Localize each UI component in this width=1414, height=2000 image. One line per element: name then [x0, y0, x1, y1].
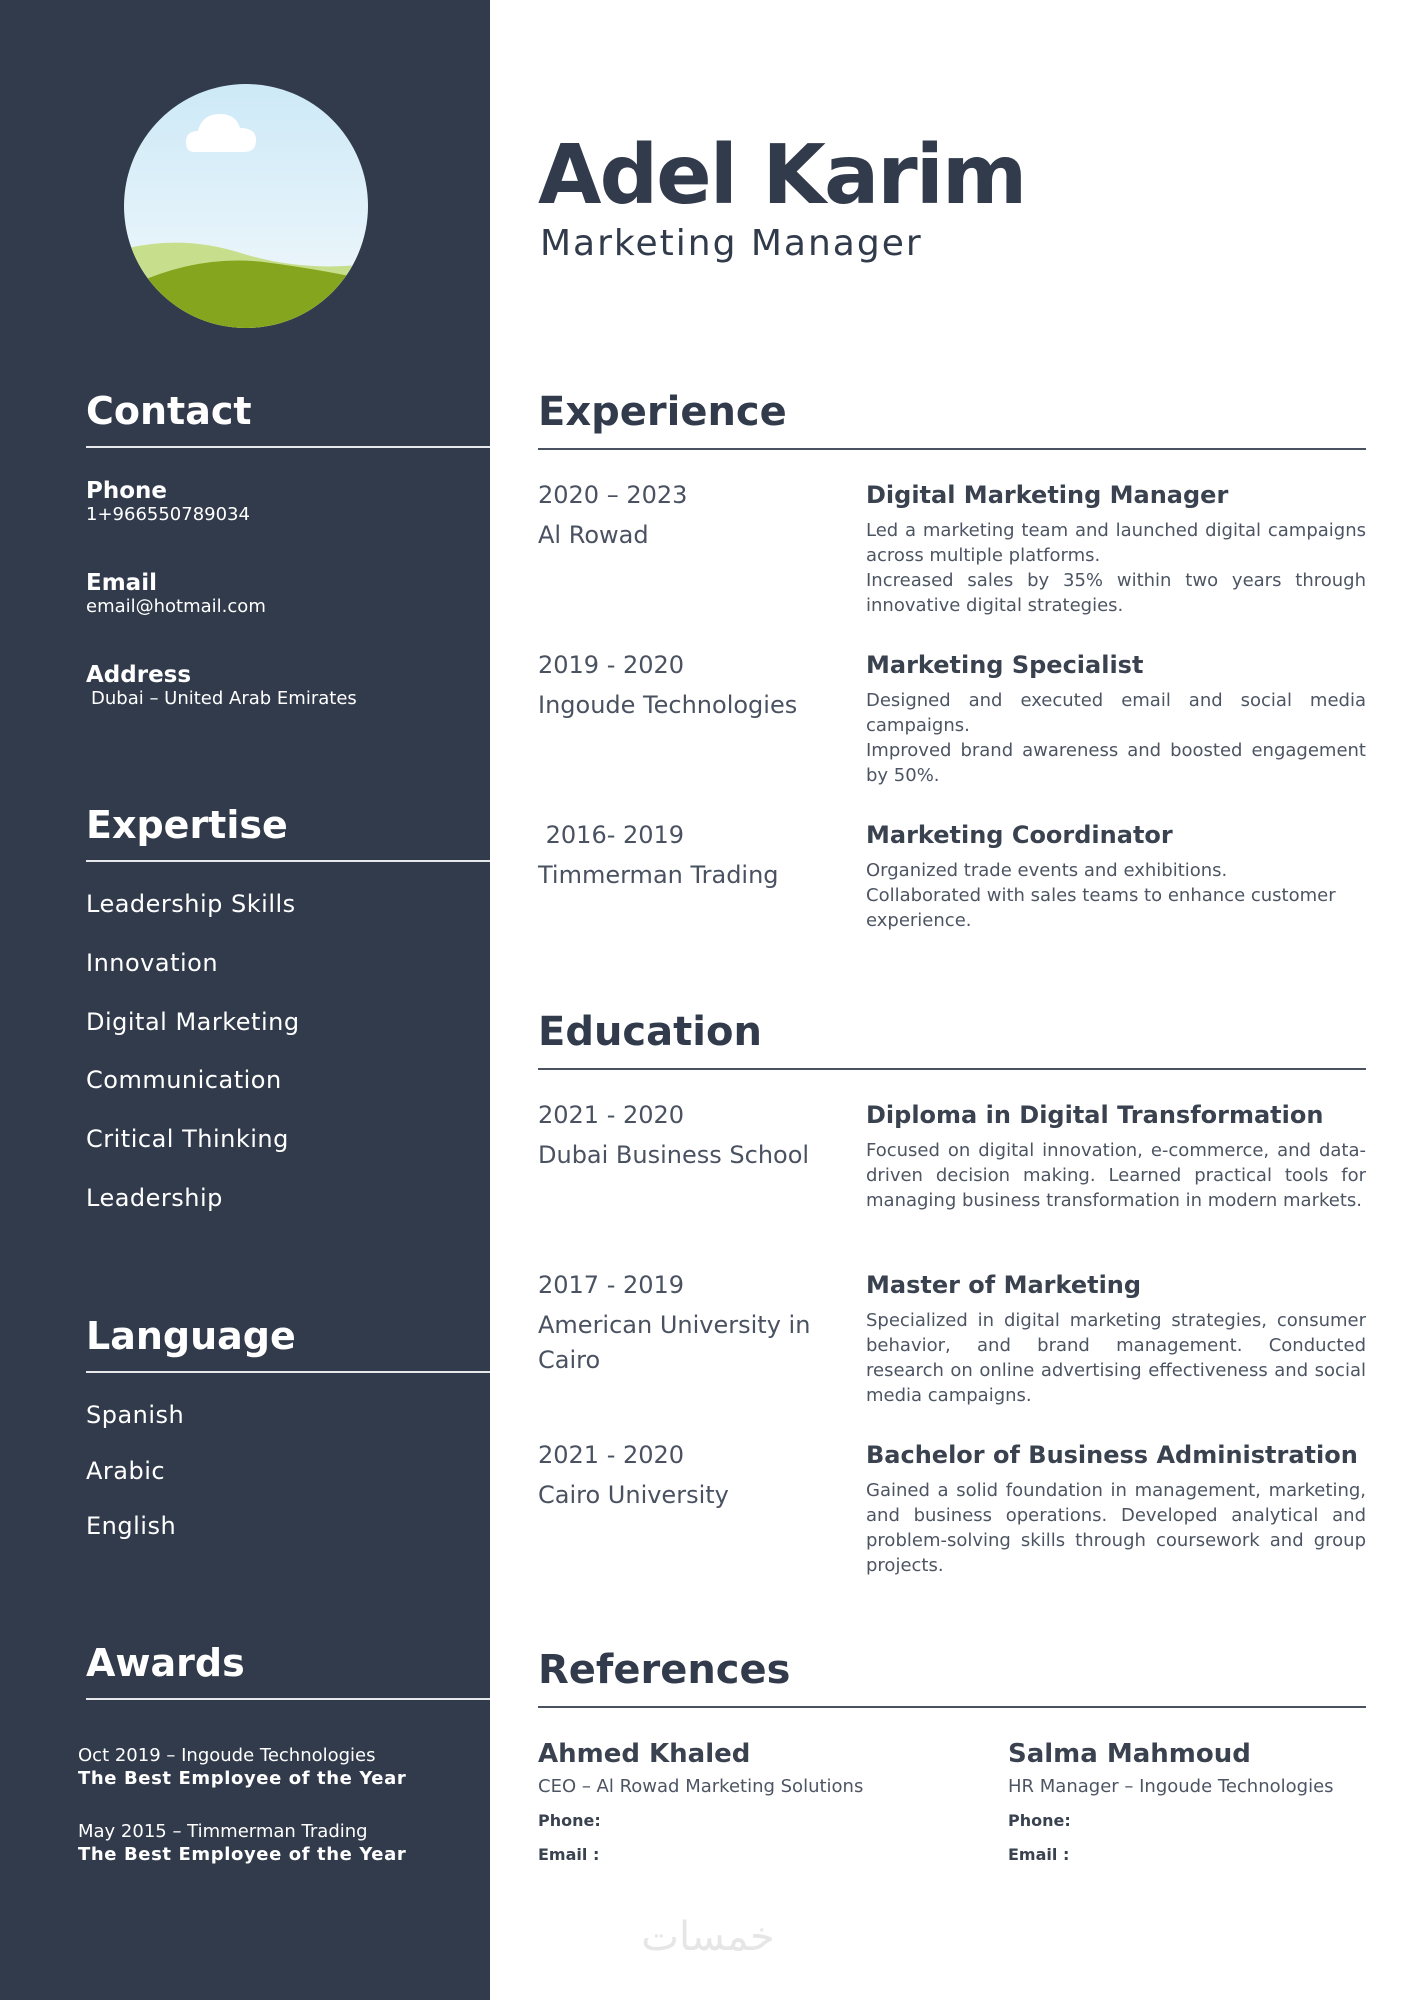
entry-dates: 2017 - 2019 — [538, 1271, 685, 1299]
references-section — [538, 1646, 1366, 1878]
entry-role: Master of Marketing — [866, 1271, 1142, 1299]
phone-label: Phone — [86, 478, 168, 504]
profile-photo — [124, 84, 368, 328]
language-heading: Language — [86, 1313, 490, 1373]
address-label: Address — [86, 662, 192, 688]
entry-dates: 2021 - 2020 — [538, 1441, 685, 1469]
entry-dates: 2016- 2019 — [538, 821, 685, 849]
email-value: email@hotmail.com — [86, 596, 266, 617]
description-line: Improved brand awareness and boosted engagement by 50%. — [866, 740, 1366, 786]
description-line: Designed and executed email and social media campaigns. — [866, 690, 1366, 736]
list-item: Spanish — [86, 1401, 185, 1429]
description-line: Increased sales by 35% within two years through innovative digital strategies. — [866, 570, 1366, 616]
education-entry — [538, 1100, 1366, 1270]
reference-email-label: Email : — [1008, 1845, 1070, 1864]
expertise-section — [86, 802, 490, 1214]
sidebar — [0, 0, 490, 2000]
entry-role: Marketing Coordinator — [866, 821, 1173, 849]
reference-phone-label: Phone: — [538, 1811, 601, 1830]
entry-organization: Cairo University — [538, 1481, 729, 1509]
list-item: Innovation — [86, 949, 219, 977]
reference-role: HR Manager – Ingoude Technologies — [1008, 1776, 1334, 1797]
entry-description: Focused on digital innovation, e-commerce, and data-driven decision making. Learned practical tools for managing business transformation in modern markets. — [866, 1140, 1366, 1211]
entry-role: Bachelor of Business Administration — [866, 1441, 1358, 1469]
experience-entry — [538, 650, 1366, 820]
watermark-logo: خمسات — [641, 1914, 775, 1960]
reference-name: Ahmed Khaled — [538, 1739, 751, 1769]
contact-section — [86, 388, 490, 710]
award-title: The Best Employee of the Year — [78, 1844, 407, 1865]
experience-section — [538, 388, 1366, 990]
landscape-placeholder-icon — [124, 84, 368, 328]
job-title: Marketing Manager — [540, 223, 923, 264]
entry-role: Digital Marketing Manager — [866, 481, 1229, 509]
entry-role: Marketing Specialist — [866, 651, 1144, 679]
award-item — [78, 1820, 478, 1866]
award-line: Oct 2019 – Ingoude Technologies — [78, 1745, 376, 1766]
description-line: Organized trade events and exhibitions. — [866, 860, 1228, 881]
list-item: Communication — [86, 1066, 282, 1094]
language-section — [86, 1313, 490, 1542]
reference-name: Salma Mahmoud — [1008, 1739, 1251, 1769]
education-entry — [538, 1270, 1366, 1440]
entry-description — [866, 858, 1366, 933]
entry-organization: Ingoude Technologies — [538, 691, 798, 719]
experience-entry — [538, 480, 1366, 650]
reference-phone-label: Phone: — [1008, 1811, 1071, 1830]
entry-description — [866, 688, 1366, 788]
address-value: Dubai – United Arab Emirates — [91, 688, 357, 709]
list-item: Critical Thinking — [86, 1125, 289, 1153]
education-entry — [538, 1440, 1366, 1610]
entry-organization: Al Rowad — [538, 521, 649, 549]
contact-email — [86, 570, 490, 618]
expertise-list — [86, 890, 490, 1214]
contact-heading: Contact — [86, 388, 490, 448]
phone-value: 1+966550789034 — [86, 504, 250, 525]
entry-organization: Dubai Business School — [538, 1141, 810, 1169]
contact-phone — [86, 478, 490, 526]
reference-email-label: Email : — [538, 1845, 600, 1864]
entry-description — [866, 518, 1366, 618]
experience-heading: Experience — [538, 388, 1366, 450]
entry-dates: 2021 - 2020 — [538, 1101, 685, 1129]
awards-heading: Awards — [86, 1640, 490, 1700]
contact-address — [86, 662, 490, 710]
awards-section — [86, 1640, 490, 1700]
description-line: Led a marketing team and launched digital campaigns across multiple platforms. — [866, 520, 1366, 566]
experience-entry — [538, 820, 1366, 990]
description-line: Collaborated with sales teams to enhance customer experience. — [866, 885, 1336, 931]
entry-organization: American University in Cairo — [538, 1311, 811, 1374]
references-heading: References — [538, 1646, 1366, 1708]
reference-card — [1008, 1738, 1366, 1866]
list-item: Leadership — [86, 1184, 223, 1212]
award-title: The Best Employee of the Year — [78, 1768, 407, 1789]
reference-role: CEO – Al Rowad Marketing Solutions — [538, 1776, 864, 1797]
person-name: Adel Karim — [538, 128, 1026, 223]
email-label: Email — [86, 570, 157, 596]
list-item: Leadership Skills — [86, 890, 296, 918]
reference-card — [538, 1738, 938, 1866]
education-section — [538, 1008, 1366, 1610]
entry-description: Specialized in digital marketing strategies, consumer behavior, and brand management. Conducted research on online advertising effectiveness and social media campaigns. — [866, 1310, 1366, 1406]
award-line: May 2015 – Timmerman Trading — [78, 1821, 368, 1842]
award-item — [78, 1744, 478, 1790]
language-list — [86, 1401, 490, 1542]
education-heading: Education — [538, 1008, 1366, 1070]
list-item: Arabic — [86, 1457, 166, 1485]
entry-organization: Timmerman Trading — [538, 861, 779, 889]
list-item: Digital Marketing — [86, 1008, 300, 1036]
entry-dates: 2019 - 2020 — [538, 651, 685, 679]
entry-description: Gained a solid foundation in management, marketing, and business operations. Developed analytical and problem-solving skills through coursework and group projects. — [866, 1480, 1366, 1576]
list-item: English — [86, 1512, 177, 1540]
entry-dates: 2020 – 2023 — [538, 481, 688, 509]
expertise-heading: Expertise — [86, 802, 490, 862]
entry-role: Diploma in Digital Transformation — [866, 1101, 1324, 1129]
awards-list — [78, 1744, 478, 1866]
